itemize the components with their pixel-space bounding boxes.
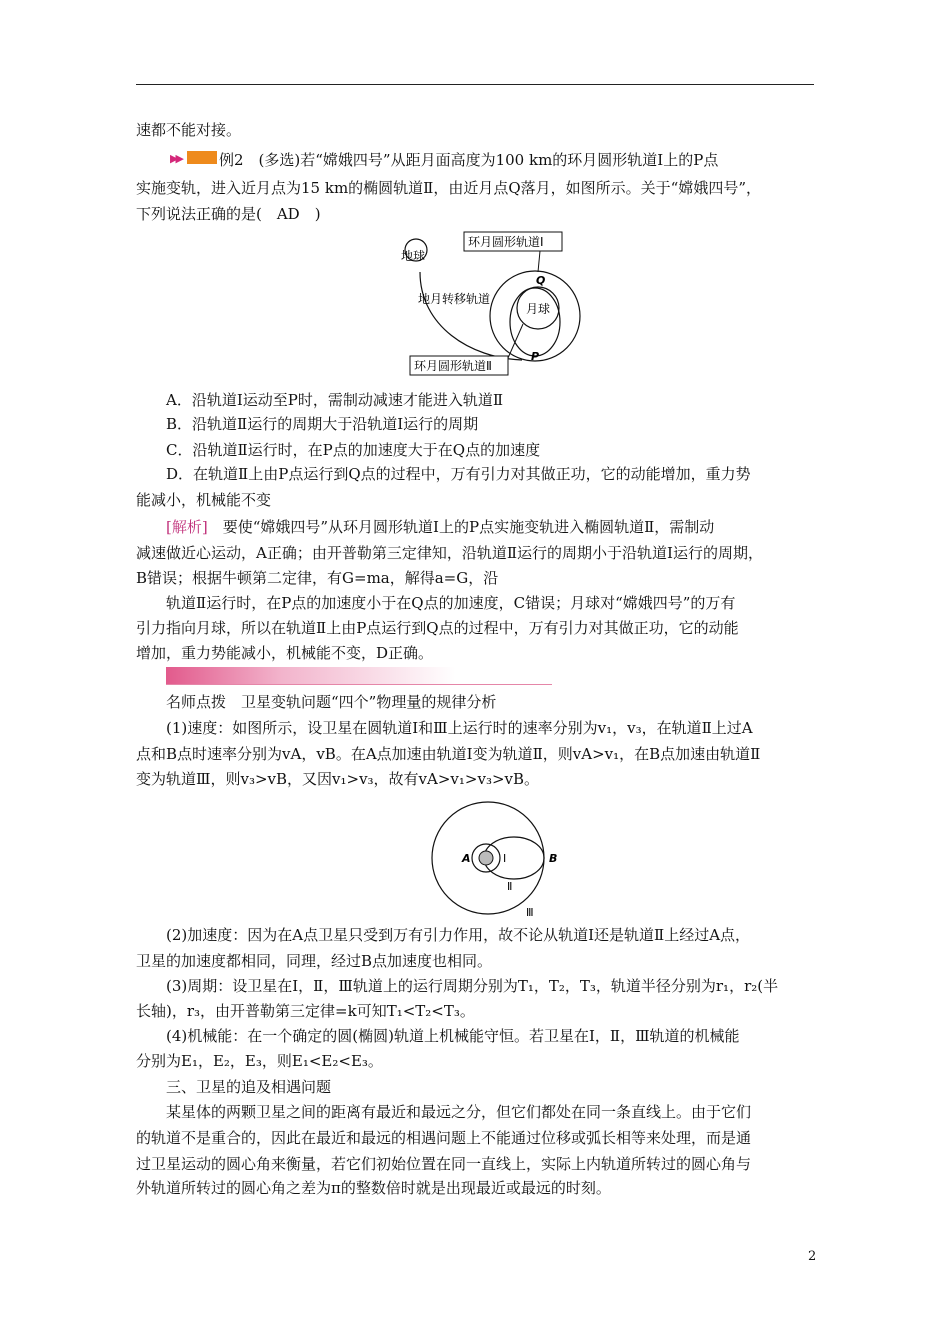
analysis-line <box>166 517 714 537</box>
orbit-ellipse <box>510 288 560 356</box>
orbit1-label: Ⅰ <box>503 852 507 865</box>
tip-line: 分别为E₁，E₂，E₃，则E₁<E₂<E₃。 <box>136 1052 383 1070</box>
orbit-diagram-moon <box>390 226 590 378</box>
tip-line: (2)加速度：因为在A点卫星只受到万有引力作用，故不论从轨道Ⅰ还是轨道Ⅱ上经过A点， <box>166 926 751 944</box>
tip-line: (3)周期：设卫星在Ⅰ，Ⅱ，Ⅲ轨道上的运行周期分别为T₁，T₂，T₃，轨道半径分别为r₁，r₂(半 <box>166 977 779 995</box>
text-line: 速都不能对接。 <box>136 121 242 139</box>
b-point-label: B <box>549 852 558 865</box>
analysis-line: 减速做近心运动，A正确；由开普勒第三定律知，沿轨道Ⅱ运行的周期小于沿轨道Ⅰ运行的周期， <box>136 544 763 562</box>
tip-banner-rule <box>166 684 552 685</box>
tip-line: (4)机械能：在一个确定的圆(椭圆)轨道上机械能守恒。若卫星在Ⅰ，Ⅱ，Ⅲ轨道的机械能 <box>166 1027 740 1045</box>
option-d: D．在轨道Ⅱ上由P点运行到Q点的过程中，万有引力对其做正功，它的动能增加，重力势 <box>166 465 751 483</box>
paragraph-line: 某星体的两颗卫星之间的距离有最近和最远之分，但它们都处在同一条直线上。由于它们 <box>166 1103 752 1121</box>
analysis-line: B错误；根据牛顿第二定律，有G=ma，解得a=G，沿 <box>136 569 499 587</box>
example-question-line: 例2 (多选)若“嫦娥四号”从距月面高度为100 km的环月圆形轨道Ⅰ上的P点 <box>219 151 719 169</box>
tip-line: 点和B点时速率分别为vA，vB。在A点加速由轨道Ⅰ变为轨道Ⅱ，则vA>v₁，在B点加速由轨道Ⅱ <box>136 745 761 763</box>
example-arrow-icon: ▶▶ <box>170 152 181 165</box>
section-heading: 三、卫星的追及相遇问题 <box>166 1078 332 1096</box>
orbit-circle-large <box>490 271 580 361</box>
analysis-text: 要使“嫦娥四号”从环月圆形轨道Ⅰ上的P点实施变轨进入椭圆轨道Ⅱ，需制动 <box>207 518 715 536</box>
p-label: P <box>531 350 540 363</box>
page-number: 2 <box>808 1249 817 1264</box>
analysis-tag: [解析] <box>166 518 208 536</box>
tip-line: 长轴)，r₃，由开普勒第三定律=k可知T₁<T₂<T₃。 <box>136 1002 475 1020</box>
tip-line: (1)速度：如图所示，设卫星在圆轨道Ⅰ和Ⅲ上运行时的速率分别为v₁，v₃，在轨道Ⅱ上过A <box>166 719 753 737</box>
orbit2-label: Ⅱ <box>507 880 513 893</box>
transfer-orbit-curve <box>420 272 522 360</box>
planet-circle <box>479 851 493 865</box>
orbit-diagram-three-orbits <box>420 800 570 924</box>
earth-label: 地球 <box>401 249 426 263</box>
q-label: Q <box>536 274 546 287</box>
option-d: 能减小，机械能不变 <box>136 491 272 509</box>
tip-title: 名师点拨 卫星变轨问题“四个”物理量的规律分析 <box>166 693 497 711</box>
example-question-line: 实施变轨，进入近月点为15 km的椭圆轨道Ⅱ，由近月点Q落月，如图所示。关于“嫦娥四号”， <box>136 179 762 197</box>
analysis-line: 轨道Ⅱ运行时，在P点的加速度小于在Q点的加速度，C错误；月球对“嫦娥四号”的万有 <box>166 594 736 612</box>
tip-line: 变为轨道Ⅲ，则v₃>vB，又因v₁>v₃，故有vA>v₁>v₃>vB。 <box>136 770 540 788</box>
tip-banner <box>166 667 552 685</box>
paragraph-line: 的轨道不是重合的，因此在最近和最远的相遇问题上不能通过位移或弧长相等来处理，而是通 <box>136 1129 752 1147</box>
orbit1-pointer <box>538 251 540 272</box>
paragraph-line: 外轨道所转过的圆心角之差为π的整数倍时就是出现最近或最远的时刻。 <box>136 1179 611 1197</box>
orbit2-label: 环月圆形轨道Ⅱ <box>414 359 492 373</box>
moon-label: 月球 <box>526 302 551 316</box>
header-rule <box>136 84 814 85</box>
paragraph-line: 过卫星运动的圆心角来衡量，若它们初始位置在同一直线上，实际上内轨道所转过的圆心角与 <box>136 1155 752 1173</box>
example-tag-icon <box>187 151 217 164</box>
example-question-line: 下列说法正确的是( AD ) <box>136 205 321 223</box>
analysis-line: 增加，重力势能减小，机械能不变，D正确。 <box>136 644 434 662</box>
option-a: A．沿轨道Ⅰ运动至P时，需制动减速才能进入轨道Ⅱ <box>166 391 504 409</box>
orbit1-label: 环月圆形轨道Ⅰ <box>468 235 544 249</box>
transfer-orbit-label: 地月转移轨道 <box>418 292 491 306</box>
a-point-label: A <box>462 852 471 865</box>
orbit3-label: Ⅲ <box>526 906 534 919</box>
tip-line: 卫星的加速度都相同，同理，经过B点加速度也相同。 <box>136 952 493 970</box>
analysis-line: 引力指向月球，所以在轨道Ⅱ上由P点运行到Q点的过程中，万有引力对其做正功，它的动能 <box>136 619 739 637</box>
option-b: B．沿轨道Ⅱ运行的周期大于沿轨道Ⅰ运行的周期 <box>166 415 479 433</box>
option-c: C．沿轨道Ⅱ运行时，在P点的加速度大于在Q点的加速度 <box>166 441 541 459</box>
